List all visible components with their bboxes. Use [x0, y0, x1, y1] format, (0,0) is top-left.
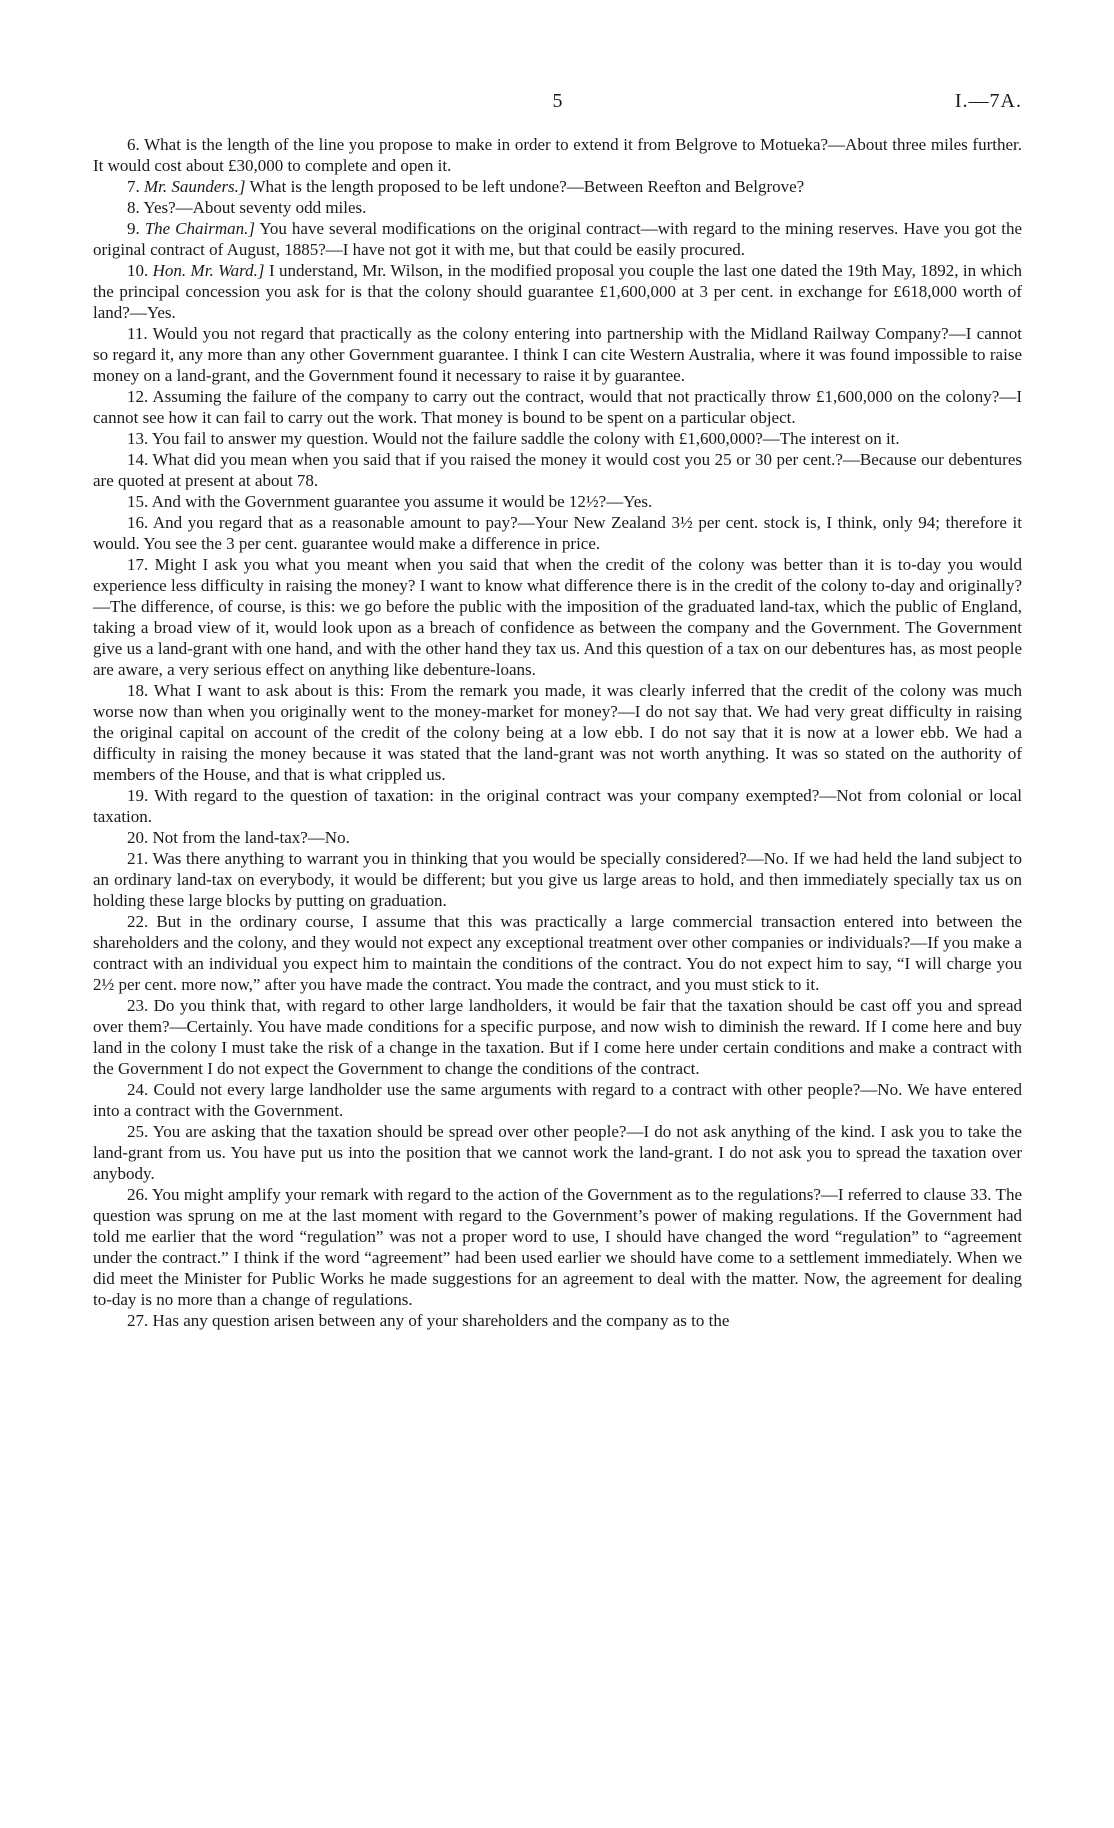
paragraph: [93, 1310, 1022, 1331]
paragraph: [93, 449, 1022, 491]
paragraph-number: 21.: [127, 849, 149, 868]
speaker-name: The Chairman.]: [144, 219, 256, 238]
speaker-name: Hon. Mr. Ward.]: [152, 261, 265, 280]
paragraph: [93, 260, 1022, 323]
paragraph-number: 14.: [127, 450, 149, 469]
paragraph-text: You fail to answer my question. Would not the failure saddle the colony with £1,600,000?—The interest on it.: [151, 429, 900, 448]
paragraph: [93, 134, 1022, 176]
paragraph-number: 16.: [127, 513, 149, 532]
paragraph: [93, 1121, 1022, 1184]
paragraph-text: What did you mean when you said that if you raised the money it would cost you 25 or 30 per cent.?—Because our debentures are quoted at present at about 78.: [93, 450, 1022, 490]
document-page: [93, 90, 1022, 1331]
paragraph-number: 12.: [127, 387, 149, 406]
paragraph: [93, 512, 1022, 554]
paragraph-number: 13.: [127, 429, 149, 448]
paragraph-number: 20.: [127, 828, 149, 847]
paragraph: [93, 680, 1022, 785]
paragraph: [93, 386, 1022, 428]
paragraph-text: Yes?—About seventy odd miles.: [143, 198, 367, 217]
paragraph-text: With regard to the question of taxation: in the original contract was your company exempted?—Not from colonial or local taxation.: [93, 786, 1022, 826]
paragraph-text: Could not every large landholder use the same arguments with regard to a contract with other people?—No. We have entered into a contract with the Government.: [93, 1080, 1022, 1120]
paragraph-number: 19.: [127, 786, 149, 805]
paragraph: [93, 218, 1022, 260]
paragraph-number: 23.: [127, 996, 149, 1015]
paragraph-number: 27.: [127, 1311, 149, 1330]
paragraph-number: 11.: [127, 324, 148, 343]
paragraph-text: You have several modifications on the original contract—with regard to the mining reserves. Have you got the original contract of August, 1885?—I have not got it with me, but that could be easily procured.: [93, 219, 1023, 259]
document-reference: I.—7A.: [954, 90, 1022, 112]
paragraph-text: And with the Government guarantee you assume it would be 12½?—Yes.: [151, 492, 653, 511]
paragraph-text: Assuming the failure of the company to carry out the contract, would that not practically throw £1,600,000 on the colony?—I cannot see how it can fail to carry out the work. That money is bound to be spent on a particular object.: [93, 387, 1022, 427]
paragraph: [93, 911, 1022, 995]
paragraph-number: 9.: [127, 219, 140, 238]
paragraph-number: 17.: [127, 555, 149, 574]
paragraph-text: You might amplify your remark with regard to the action of the Government as to the regulations?—I referred to clause 33. The question was sprung on me at the last moment with regard to the Government’s power of making regulations. If the Government had told me earlier that the word “regulation” was not a proper word to use, I should have changed the word “regulation” to “agreement under the contract.” I think if the word “agreement” had been used earlier we should have come to a settlement immediately. When we did meet the Minister for Public Works he made suggestions for an agreement to deal with the matter. Now, the agreement for dealing to-day is no more than a change of regulations.: [93, 1185, 1022, 1309]
paragraph: [93, 491, 1022, 512]
paragraph: [93, 197, 1022, 218]
paragraph: [93, 428, 1022, 449]
paragraph-number: 26.: [127, 1185, 149, 1204]
paragraph-text: What is the length of the line you propose to make in order to extend it from Belgrove to Motueka?—About three miles further. It would cost about £30,000 to complete and open it.: [93, 135, 1022, 175]
paragraph-number: 24.: [127, 1080, 149, 1099]
paragraph-text: What I want to ask about is this: From the remark you made, it was clearly inferred that the credit of the colony was much worse now than when you originally went to the money-market for money?—I do not say that. We had very great difficulty in raising the original capital on account of the credit of the colony being at a low ebb. I do not say that it is now at a lower ebb. We had a difficulty in raising the money because it was stated that the land-grant was not worth anything. It was so stated on the authority of members of the House, and that is what crippled us.: [93, 681, 1022, 784]
page-header: [93, 90, 1022, 130]
paragraph-text: Would you not regard that practically as the colony entering into partnership with the Midland Railway Company?—I cannot so regard it, any more than any other Government guarantee. I think I can cite Western Australia, where it was found impossible to raise money on a land-grant, and the Government found it necessary to raise it by guarantee.: [93, 324, 1022, 385]
paragraph-text: Not from the land-tax?—No.: [152, 828, 350, 847]
paragraph: [93, 995, 1022, 1079]
paragraph: [93, 323, 1022, 386]
paragraph-number: 10.: [127, 261, 149, 280]
paragraph-text: Might I ask you what you meant when you said that when the credit of the colony was better than it is to-day you would experience less difficulty in raising the money? I want to know what difference there is in the credit of the colony to-day and originally?—The difference, of course, is this: we go before the public with the imposition of the graduated land-tax, which the public of England, taking a broad view of it, would look upon as a breach of confidence as between the company and the Government. The Government give us a land-grant with one hand, and with the other hand they tax us. And this question of a tax on our debentures has, as most people are aware, a very serious effect on anything like debenture-loans.: [93, 555, 1022, 679]
paragraph-text: Was there anything to warrant you in thinking that you would be specially considered?—No. If we had held the land subject to an ordinary land-tax on everybody, it would be different; but you give us large areas to hold, and then immediately specially tax us on holding these large blocks by putting on graduation.: [93, 849, 1022, 910]
paragraph-number: 7.: [127, 177, 140, 196]
paragraph-number: 8.: [127, 198, 140, 217]
document-body: [93, 134, 1022, 1331]
paragraph-text: But in the ordinary course, I assume that this was practically a large commercial transaction entered into between the shareholders and the colony, and they would not expect any exceptional treatment over other companies or individuals?—If you make a contract with an individual you expect him to maintain the conditions of the contract. You do not expect him to say, “I will charge you 2½ per cent. more now,” after you have made the contract. You made the contract, and you must stick to it.: [93, 912, 1022, 994]
paragraph-number: 22.: [127, 912, 149, 931]
paragraph: [93, 827, 1022, 848]
paragraph: [93, 1184, 1022, 1310]
paragraph-text: And you regard that as a reasonable amount to pay?—Your New Zealand 3½ per cent. stock is, I think, only 94; therefore it would. You see the 3 per cent. guarantee would make a difference in price.: [93, 513, 1022, 553]
paragraph-text: What is the length proposed to be left undone?—Between Reefton and Belgrove?: [249, 177, 805, 196]
paragraph-text: I understand, Mr. Wilson, in the modified proposal you couple the last one dated the 19th May, 1892, in which the principal concession you ask for is that the colony should guarantee £1,600,000 at 3 per cent. in exchange for £618,000 worth of land?—Yes.: [93, 261, 1023, 322]
paragraph-number: 25.: [127, 1122, 149, 1141]
paragraph: [93, 785, 1022, 827]
paragraph-text: Do you think that, with regard to other large landholders, it would be fair that the taxation should be cast off you and spread over them?—Certainly. You have made conditions for a specific purpose, and now wish to diminish the reward. If I come here and buy land in the colony I must take the risk of a change in the taxation. But if I come here under certain conditions and make a contract with the Government I do not expect the Government to change the conditions of the contract.: [93, 996, 1023, 1078]
paragraph: [93, 848, 1022, 911]
paragraph: [93, 176, 1022, 197]
paragraph-number: 15.: [127, 492, 149, 511]
paragraph: [93, 554, 1022, 680]
page-number: 5: [552, 90, 563, 112]
paragraph-number: 6.: [127, 135, 140, 154]
paragraph: [93, 1079, 1022, 1121]
paragraph-number: 18.: [127, 681, 149, 700]
paragraph-text: Has any question arisen between any of your shareholders and the company as to the: [152, 1311, 730, 1330]
paragraph-text: You are asking that the taxation should be spread over other people?—I do not ask anything of the kind. I ask you to take the land-grant from us. You have put us into the position that we cannot work the land-grant. I do not ask you to spread the taxation over anybody.: [93, 1122, 1022, 1183]
speaker-name: Mr. Saunders.]: [144, 177, 246, 196]
